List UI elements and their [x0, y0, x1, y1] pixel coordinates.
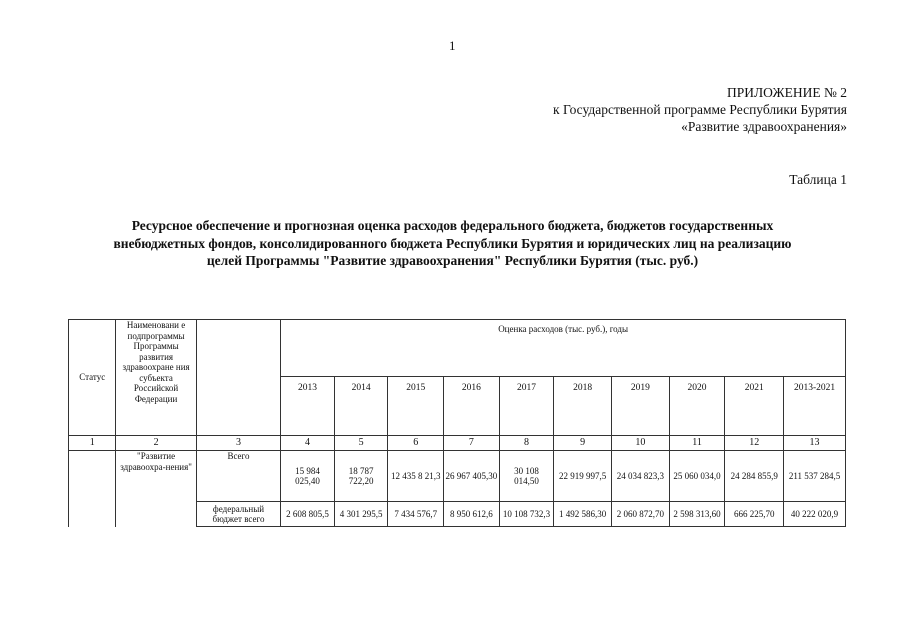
year-header: 2020: [669, 377, 725, 436]
appendix-program-ref: к Государственной программе Республики Бурятия: [553, 102, 847, 117]
column-number: 9: [554, 436, 612, 451]
appendix-title: ПРИЛОЖЕНИЕ № 2: [726, 85, 847, 100]
budget-table: [68, 319, 846, 527]
table-cell: 18 787 722,20: [334, 451, 388, 502]
column-number: 11: [669, 436, 725, 451]
column-number: 7: [444, 436, 500, 451]
table-cell: 2 598 313,60: [669, 502, 725, 527]
table-cell: 8 950 612,6: [444, 502, 500, 527]
table-cell: 1 492 586,30: [554, 502, 612, 527]
table-cell: 30 108 014,50: [499, 451, 554, 502]
year-header: 2019: [611, 377, 669, 436]
column-number: 1: [69, 436, 116, 451]
year-header: 2015: [388, 377, 444, 436]
table-cell: 666 225,70: [725, 502, 784, 527]
header-subprogram-name: Наименовани е подпрограммы Программы развития здравоохране ния субъекта Российской Федерации: [116, 320, 196, 436]
table-cell: 15 984 025,40: [281, 451, 335, 502]
page-number: 1: [449, 38, 456, 53]
year-header: 2018: [554, 377, 612, 436]
appendix-heading: [553, 84, 847, 135]
table-cell: 211 537 284,5: [784, 451, 846, 502]
column-number: 13: [784, 436, 846, 451]
table-cell: 22 919 997,5: [554, 451, 612, 502]
table-cell: 25 060 034,0: [669, 451, 725, 502]
table-row: [69, 451, 846, 502]
row-source: Всего: [196, 451, 280, 502]
year-header: 2016: [444, 377, 500, 436]
header-estimate: Оценка расходов (тыс. руб.), годы: [281, 320, 846, 377]
year-header: 2021: [725, 377, 784, 436]
row-source: федеральный бюджет всего: [196, 502, 280, 527]
year-header: 2014: [334, 377, 388, 436]
table-cell: 40 222 020,9: [784, 502, 846, 527]
table-cell: 4 301 295,5: [334, 502, 388, 527]
year-header: 2013-2021: [784, 377, 846, 436]
column-number: 6: [388, 436, 444, 451]
appendix-program-name: «Развитие здравоохранения»: [681, 119, 847, 134]
year-header: 2013: [281, 377, 335, 436]
column-number: 4: [281, 436, 335, 451]
document-title: [60, 217, 845, 270]
year-header: 2017: [499, 377, 554, 436]
table-cell: 12 435 8 21,3: [388, 451, 444, 502]
column-number: 8: [499, 436, 554, 451]
table-cell: 2 060 872,70: [611, 502, 669, 527]
row-program-name: "Развитие здравоохра-нения": [116, 451, 196, 527]
table-cell: 2 608 805,5: [281, 502, 335, 527]
table-cell: 24 284 855,9: [725, 451, 784, 502]
column-number: 2: [116, 436, 196, 451]
column-number: 3: [196, 436, 280, 451]
row-status: [69, 451, 116, 527]
table-cell: 24 034 823,3: [611, 451, 669, 502]
title-line-3: целей Программы "Развитие здравоохранения" Республики Бурятия (тыс. руб.): [206, 253, 699, 268]
column-number: 5: [334, 436, 388, 451]
column-number: 10: [611, 436, 669, 451]
title-line-2: внебюджетных фондов, консолидированного бюджета Республики Бурятия и юридических лиц на реализацию: [113, 235, 792, 251]
column-number: 12: [725, 436, 784, 451]
table-cell: 7 434 576,7: [388, 502, 444, 527]
header-source: [196, 320, 280, 436]
table-cell: 10 108 732,3: [499, 502, 554, 527]
table-cell: 26 967 405,30: [444, 451, 500, 502]
table-label: Таблица 1: [789, 172, 847, 187]
header-status: Статус: [69, 320, 116, 436]
title-line-1: Ресурсное обеспечение и прогнозная оценка расходов федерального бюджета, бюджетов государственных: [131, 218, 774, 233]
